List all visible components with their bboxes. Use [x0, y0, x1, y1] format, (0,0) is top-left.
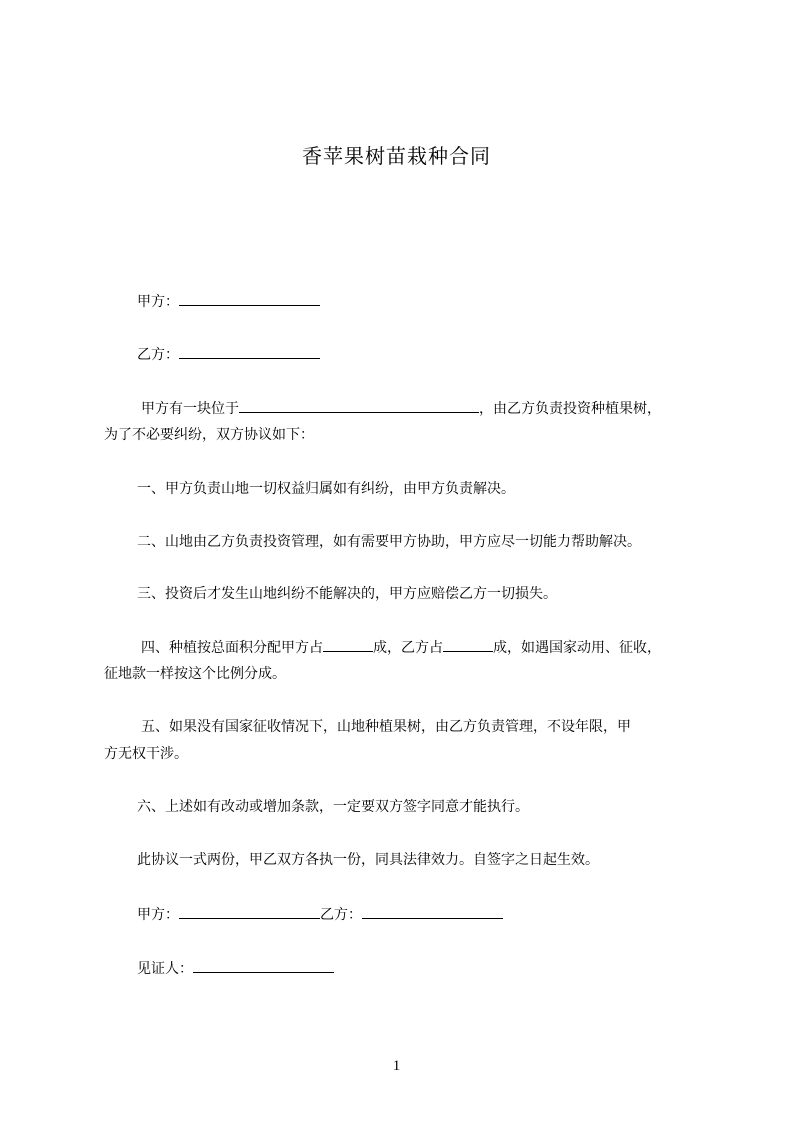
clause-5-line-1: 五、如果没有国家征收情况下，山地种植果树，由乙方负责管理，不设年限，甲	[141, 719, 631, 735]
validity-statement: 此协议一式两份，甲乙双方各执一份，同具法律效力。自签字之日起生效。	[137, 852, 599, 868]
signature-party-a-label: 甲方：	[137, 907, 179, 923]
clause-5-line-2: 方无权干涉。	[104, 746, 188, 762]
party-a-blank	[179, 291, 320, 306]
party-b-share-blank	[443, 637, 493, 652]
intro-text-2: ，由乙方负责投资种植果树，	[479, 401, 661, 417]
witness-blank	[193, 958, 334, 973]
clause-6: 六、上述如有改动或增加条款，一定要双方签字同意才能执行。	[137, 799, 529, 815]
clause-4-line-1	[141, 637, 661, 658]
witness-line	[137, 958, 334, 979]
clause-2: 二、山地由乙方负责投资管理，如有需要甲方协助，甲方应尽一切能力帮助解决。	[137, 534, 641, 550]
clause-4-text-3: 成，如遇国家动用、征收，	[493, 640, 661, 656]
page-number: 1	[392, 1058, 401, 1074]
signature-line	[137, 904, 503, 925]
clause-4-line-2: 征地款一样按这个比例分成。	[104, 666, 286, 682]
party-a-label: 甲方：	[137, 294, 179, 310]
clause-3: 三、投资后才发生山地纠纷不能解决的，甲方应赔偿乙方一切损失。	[137, 586, 557, 602]
document-title: 香苹果树苗栽种合同	[302, 144, 491, 168]
signature-party-b-label: 乙方：	[320, 907, 362, 923]
land-location-blank	[239, 398, 479, 413]
clause-4-text-2: 成，乙方占	[373, 640, 443, 656]
party-a-line	[137, 291, 320, 312]
party-b-label: 乙方：	[137, 347, 179, 363]
clause-1: 一、甲方负责山地一切权益归属如有纠纷，由甲方负责解决。	[137, 481, 515, 497]
signature-party-b-blank	[362, 904, 503, 919]
party-b-blank	[179, 344, 320, 359]
party-a-share-blank	[323, 637, 373, 652]
clause-4-text-1: 四、种植按总面积分配甲方占	[141, 640, 323, 656]
party-b-line	[137, 344, 320, 365]
intro-line-2: 为了不必要纠纷，双方协议如下：	[104, 427, 314, 443]
witness-label: 见证人：	[137, 961, 193, 977]
intro-text-1: 甲方有一块位于	[141, 401, 239, 417]
intro-line-1	[141, 398, 661, 419]
signature-party-a-blank	[179, 904, 320, 919]
